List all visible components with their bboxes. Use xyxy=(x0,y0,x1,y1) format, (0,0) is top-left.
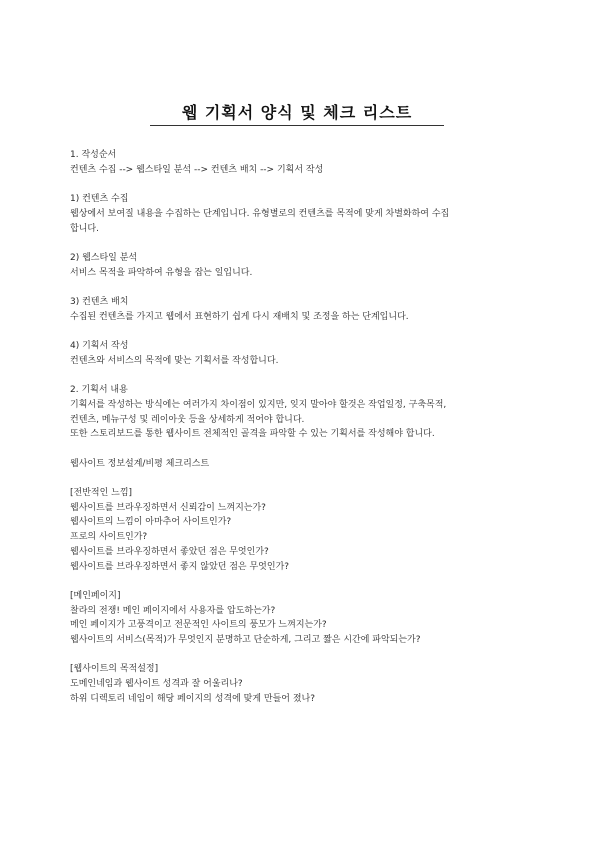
section1-heading: 1. 작성순서 xyxy=(70,150,117,160)
step2-text: 서비스 목적을 파악하여 유형을 잡는 일입니다. xyxy=(70,267,253,278)
title-block xyxy=(150,103,444,123)
checklist-item: 하위 디렉토리 네임이 해당 페이지의 성격에 맞게 만들어 졌나? xyxy=(70,693,316,704)
step4-text: 컨텐츠와 서비스의 목적에 맞는 기획서를 작성합니다. xyxy=(70,355,279,366)
checklist-item: 웹사이트를 브라우징하면서 좋지 않았던 점은 무엇인가? xyxy=(70,561,290,572)
section1-flow: 컨텐츠 수집 --> 웹스타일 분석 --> 컨텐츠 배치 --> 기획서 작성 xyxy=(70,164,324,175)
checklist-item: 웹사이트의 서비스(목적)가 무엇인지 분명하고 단순하게, 그리고 짧은 시간에 파악되는가? xyxy=(70,635,421,646)
checklist-item: 웹사이트를 브라우징하면서 좋았던 점은 무엇인가? xyxy=(70,546,269,557)
step4-heading: 4) 기획서 작성 xyxy=(70,341,129,352)
purpose-label: [웹사이트의 목적설정] xyxy=(70,664,159,675)
step3-text: 수집된 컨텐츠를 가지고 웹에서 표현하기 쉽게 다시 재배치 및 조정을 하는 단계입니다. xyxy=(70,311,409,322)
step3-heading: 3) 컨텐츠 배치 xyxy=(70,296,129,307)
checklist-item: 웹사이트의 느낌이 아마추어 사이트인가? xyxy=(70,517,232,528)
step1-text-a: 웹상에서 보여질 내용을 수집하는 단계입니다. 유형별로의 컨텐츠를 목적에 맞게 차별화하여 수집 xyxy=(70,208,450,219)
checklist-heading: 웹사이트 정보설계/비평 체크리스트 xyxy=(70,458,210,469)
section2-line2: 컨텐츠, 메뉴구성 및 레이아웃 등을 상세하게 적어야 합니다. xyxy=(70,414,305,425)
section2-heading: 2. 기획서 내용 xyxy=(70,385,128,396)
document-body xyxy=(70,148,535,707)
checklist-item: 메인 페이지가 고풍격이고 전문적인 사이트의 풍모가 느껴지는가? xyxy=(70,620,327,631)
checklist-item: 프로의 사이트인가? xyxy=(70,532,148,543)
checklist-item: 찰라의 전쟁! 메인 페이지에서 사용자를 압도하는가? xyxy=(70,605,276,616)
step1-text-b: 합니다. xyxy=(70,223,99,234)
step2-heading: 2) 웹스타일 분석 xyxy=(70,252,138,263)
checklist-item: 도메인네임과 웹사이트 성격과 잘 어울리나? xyxy=(70,679,243,690)
checklist-item: 웹사이트를 브라우징하면서 신뢰감이 느껴지는가? xyxy=(70,502,266,513)
section2-line1: 기획서를 작성하는 방식에는 여러가지 차이점이 있지만, 잊지 말아야 할것은 작업일정, 구축목적, xyxy=(70,399,447,410)
section2-line3: 또한 스토리보드를 통한 웹사이트 전체적인 골격을 파악할 수 있는 기획서를 작성해야 합니다. xyxy=(70,429,435,440)
general-label: [전반적인 느낌] xyxy=(70,488,133,499)
title-underline xyxy=(150,125,444,126)
step1-heading: 1) 컨텐츠 수집 xyxy=(70,194,129,205)
document-title: 웹 기획서 양식 및 체크 리스트 xyxy=(181,103,413,122)
main-page-label: [메인페이지] xyxy=(70,590,121,601)
